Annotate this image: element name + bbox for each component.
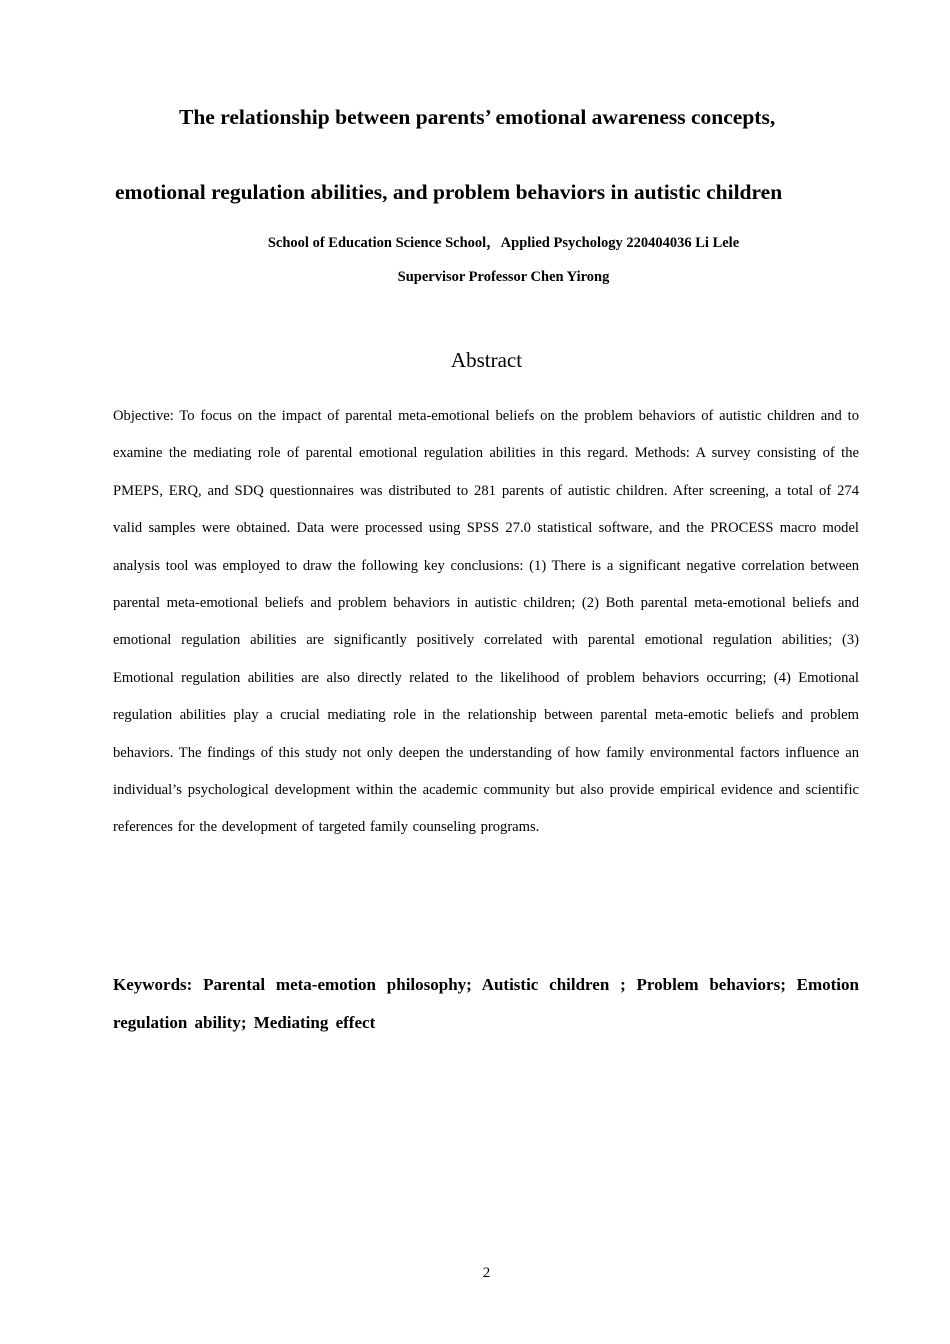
keywords-paragraph: Keywords: Parental meta-emotion philosophy; Autistic children ; Problem behaviors; Emotion regulation ability; Mediating effect — [113, 975, 859, 1032]
page-number: 2 — [482, 1265, 491, 1281]
title-line-1: The relationship between parents’ emotional awareness concepts, — [179, 105, 776, 129]
title-line-2: emotional regulation abilities, and problem behaviors in autistic children — [115, 180, 783, 204]
author-affiliation: School of Education Science School，Applied Psychology 220404036 Li Lele — [267, 235, 740, 251]
abstract-heading: Abstract — [450, 348, 523, 372]
abstract-body: Objective: To focus on the impact of parental meta-emotional beliefs on the problem behaviors of autistic children and to examine the mediating role of parental emotional regulation abilities in this regard. Methods: A survey consisting of the PMEPS, ERQ, and SDQ questionnaires was distributed to 281 parents of autistic children. After screening, a total of 274 valid samples were obtained. Data were processed using SPSS 27.0 statistical software, and the PROCESS macro model analysis tool was employed to draw the following key conclusions: (1) There is a significant negative correlation between parental meta-emotional beliefs and problem behaviors in autistic children; (2) Both parental meta-emotional beliefs and emotional regulation abilities are significantly positively correlated with parental emotional regulation abilities; (3) Emotional regulation abilities are also directly related to the likelihood of problem behaviors occurring; (4) Emotional regulation abilities play a crucial mediating role in the relationship between parental meta-emotic beliefs and problem behaviors. The findings of this study not only deepen the understanding of how family environmental factors influence an individual’s psychological development within the academic community but also provide empirical evidence and scientific references for the development of targeted family counseling programs. — [113, 408, 859, 836]
supervisor-line: Supervisor Professor Chen Yirong — [397, 269, 610, 285]
